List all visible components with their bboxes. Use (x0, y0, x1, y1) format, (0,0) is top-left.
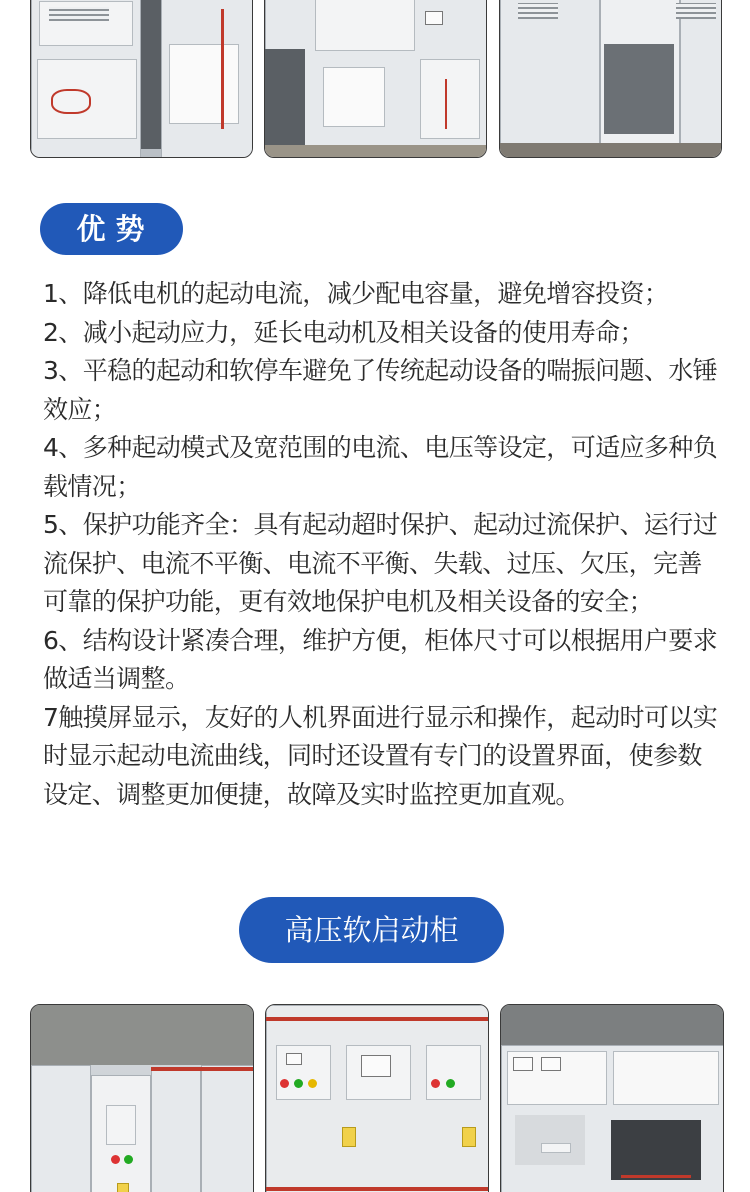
advantage-item-7: 7触摸屏显示，友好的人机界面进行显示和操作，起动时可以实时显示起动电流曲线，同时还设置有专门的设置界面，使参数设定、调整更加便捷，故障及实时监控更加直观。 (43, 702, 718, 809)
cabinet-photo-top-3 (499, 0, 722, 158)
cabinet-photo-bottom-3 (500, 1004, 724, 1192)
advantage-item-5: 5、保护功能齐全：具有起动超时保护、起动过流保护、运行过流保护、电流不平衡、电流不平衡、失载、过压、欠压，完善可靠的保护功能，更有效地保护电机及相关设备的安全； (43, 510, 718, 616)
advantages-title: 优势 (40, 203, 183, 255)
cabinet-photo-top-2 (264, 0, 487, 158)
cabinet-photo-bottom-1 (30, 1004, 254, 1192)
product-name-title: 高压软启动柜 (239, 897, 504, 963)
advantage-item-6: 6、结构设计紧凑合理，维护方便，柜体尺寸可以根据用户要求做适当调整。 (43, 625, 718, 693)
advantage-item-2: 2、减小起动应力，延长电动机及相关设备的使用寿命； (43, 317, 644, 347)
advantages-list (43, 275, 723, 814)
advantage-item-4: 4、多种起动模式及宽范围的电流、电压等设定，可适应多种负载情况； (43, 433, 718, 501)
advantage-item-1: 1、降低电机的起动电流，减少配电容量，避免增容投资； (43, 279, 669, 308)
cabinet-photo-bottom-2 (265, 1004, 489, 1192)
advantage-item-3: 3、平稳的起动和软停车避免了传统起动设备的喘振问题、水锤效应； (43, 356, 718, 424)
cabinet-photo-top-1 (30, 0, 253, 158)
